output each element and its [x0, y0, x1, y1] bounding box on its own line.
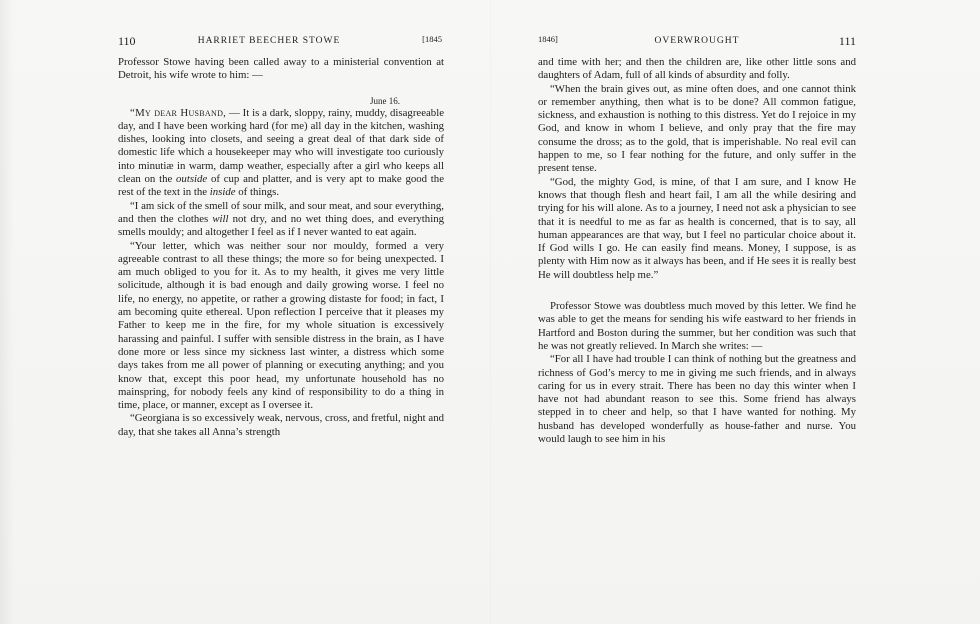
- letter-paragraph: “God, the mighty God, is mine, of that I am sure, and I know He knows that though flesh and heart fail, I am all the while desiring and trying for his will alone. As to a journey, I need not ask a physician to see that it is needful to me as far as health is concerned, that is to say, all human appearances are that way, but I feel no particular choice about it. If God wills I go. He can easily find means. Money, I suppose, is as plenty with Him now as it always has been, and if He sees it is really best He will doubtless help me.”: [538, 175, 856, 281]
- section-gap: [538, 282, 856, 300]
- letter-paragraph: [118, 200, 444, 240]
- italic-word: will: [212, 212, 229, 225]
- page-shadow: [0, 0, 14, 624]
- left-page: [118, 34, 444, 439]
- letter-paragraph: “When the brain gives out, as mine often does, and one cannot think or remember anything, then what is to be done? All common fatigue, sickness, and exhaustion is nothing to this distress. Yet do I rejoice in my God, and know in whom I believe, and only pray that the fire may consume the dross; as to the gold, that is imperishable. No real evil can happen to me, so I fear nothing for the future, and only suffer in the present tense.: [538, 82, 856, 175]
- book-gutter: [490, 0, 491, 624]
- intro-paragraph: Professor Stowe having been called away to a ministerial convention at Detroit, his wife wrote to him: —: [118, 56, 444, 82]
- left-page-header: [118, 34, 444, 48]
- letter-paragraph: and time with her; and then the children are, like other little sons and daughters of Adam, full of all kinds of absurdity and folly.: [538, 56, 856, 82]
- paragraph-text: not dry, and no wet thing does, and everything smells mouldy; and altogether I feel as if I never wanted to eat again.: [118, 212, 445, 239]
- paragraph-text: “I am sick of the smell of sour milk, and sour meat, and sour everything, and then the clothes: [118, 199, 444, 225]
- letter-paragraph: “Georgiana is so excessively weak, nervous, cross, and fretful, night and day, that she takes all Anna’s strength: [118, 412, 444, 438]
- page-number: 111: [838, 34, 856, 48]
- italic-word: inside: [209, 186, 236, 199]
- page-number: 110: [118, 34, 136, 48]
- paragraph-text: of things.: [235, 186, 280, 199]
- right-page-header: [538, 34, 856, 48]
- year-mark: [1845: [422, 34, 442, 44]
- running-head: HARRIET BEECHER STOWE: [197, 36, 341, 46]
- italic-word: outside: [176, 173, 208, 186]
- letter-paragraph: [118, 107, 444, 200]
- letter-paragraph: “For all I have had trouble I can think of nothing but the greatness and richness of God’s mercy to me in giving me such friends, and in always caring for us in every strait. There has been no day this winter when I have not had abundant reason to see this. Some friend has always stepped in to cheer and help, so that I have wanted for nothing. My husband has developed wonderfully as house-father and nurse. You would laugh to see him in his: [538, 353, 856, 446]
- year-mark: 1846]: [538, 34, 558, 44]
- paragraph-text: of cup and platter, and is very apt to make good the rest of the text in the: [118, 173, 444, 199]
- letter-paragraph: “Your letter, which was neither sour nor mouldy, formed a very agreeable contrast to all these things; the more so for being unexpected. I am much obliged to you for it. As to my health, it gives me very little solicitude, although it is bad enough and daily growing worse. I feel no life, no energy, no appetite, or rather a growing distaste for food; in fact, I am becoming quite ethereal. Upon reflection I perceive that it pleases my Father to keep me in the fire, for my whole situation is excessively harassing and painful. I suffer with sensible distress in the brain, as I have done more or less since my sickness last winter, a distress which some days takes from me all power of planning or executing anything; and you know that, except this poor head, my unfortunate household has no mainspring, for nobody feels any kind of responsibility to do a thing in time, place, or manner, except as I oversee it.: [118, 239, 444, 412]
- salutation: “My dear Husband,: [130, 106, 227, 119]
- narrative-paragraph: Professor Stowe was doubtless much moved by this letter. We find he was able to get the means for sending his wife eastward to her friends in Hartford and Boston during the summer, but her condition was such that he was not greatly relieved. In March she writes: —: [538, 300, 856, 352]
- running-head: OVERWROUGHT: [654, 36, 740, 46]
- letter-date: June 16.: [370, 95, 400, 106]
- right-page: [538, 34, 856, 446]
- paragraph-text: — It is a dark, sloppy, rainy, muddy, disagreeable day, and I have been working hard (for me) all day in the kitchen, washing dishes, looking into closets, and seeing a great deal of that dark side of domestic life which a housekeeper may who will investigate too curiously into minutiæ in warm, damp weather, especially after a girl who keeps all clean on the: [118, 106, 444, 186]
